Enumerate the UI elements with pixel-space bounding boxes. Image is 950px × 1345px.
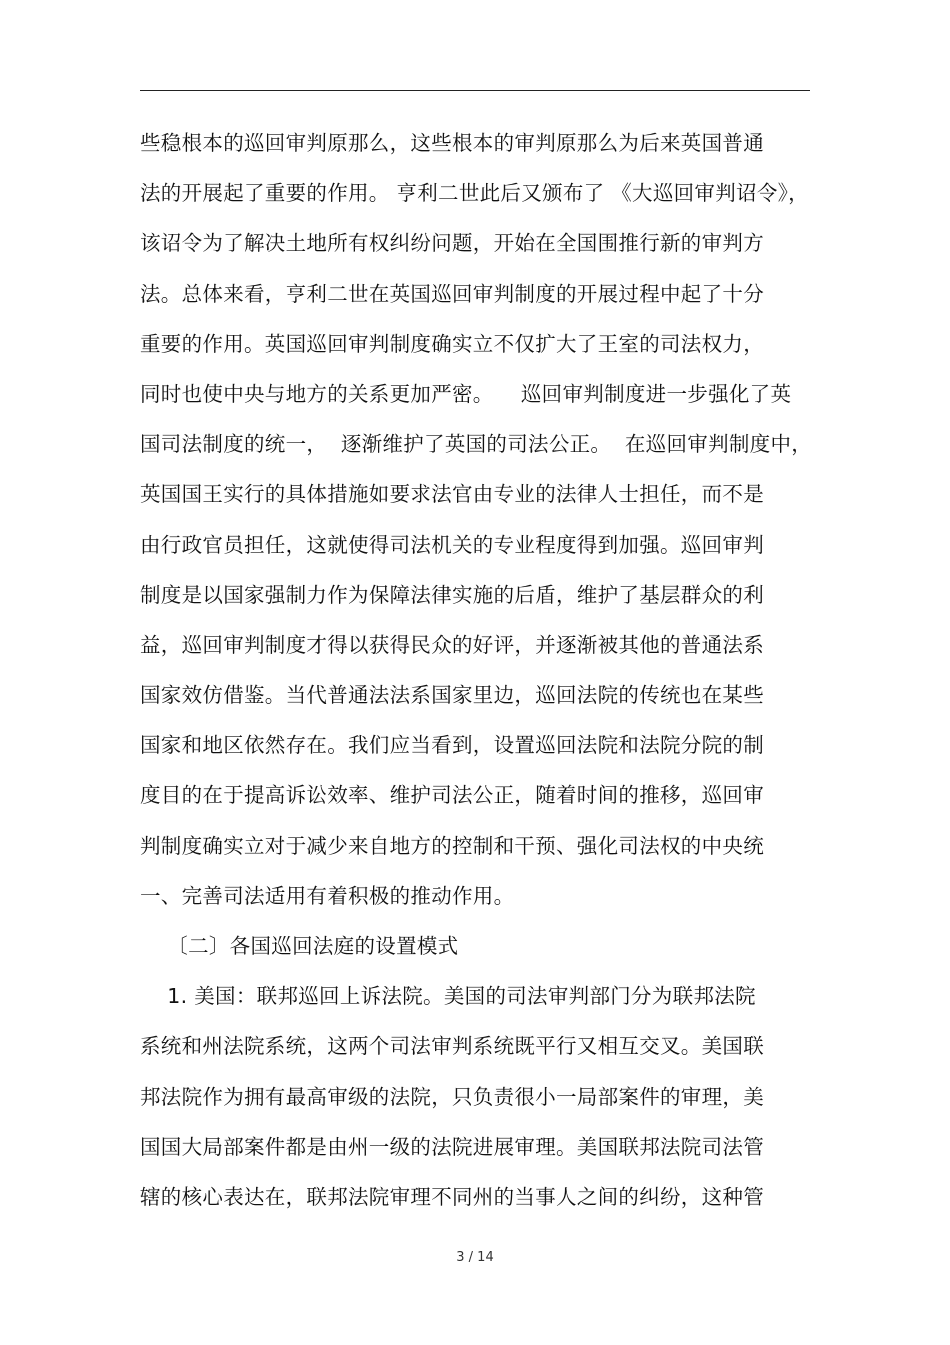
text-line: 国司法制度的统一， 逐渐维护了英国的司法公正。 在巡回审判制度中， xyxy=(140,432,813,457)
document-body xyxy=(140,120,815,1224)
text-line: 国国大局部案件都是由州一级的法院进展审理。美国联邦法院司法管 xyxy=(140,1134,764,1159)
header-rule xyxy=(140,90,810,91)
text-line: 一、完善司法适用有着积极的推动作用。 xyxy=(140,883,515,908)
text-line: 该诏令为了解决土地所有权纠纷问题，开始在全国围推行新的审判方 xyxy=(140,231,764,256)
text-line: 系统和州法院系统，这两个司法审判系统既平行又相互交叉。美国联 xyxy=(140,1034,764,1059)
section-heading: 〔二〕各国巡回法庭的设置模式 xyxy=(140,934,459,958)
text-line: 些稳根本的巡回审判原那么，这些根本的审判原那么为后来英国普通 xyxy=(140,131,764,155)
text-line: 重要的作用。英国巡回审判制度确实立不仅扩大了王室的司法权力， xyxy=(140,331,764,356)
text-line: 判制度确实立对于减少来自地方的控制和干预、强化司法权的中央统 xyxy=(140,833,764,858)
text-line: 由行政官员担任，这就使得司法机关的专业程度得到加强。巡回审判 xyxy=(140,532,764,557)
text-line: 国家效仿借鉴。当代普通法法系国家里边，巡回法院的传统也在某些 xyxy=(140,683,764,708)
text-line: 法。总体来看，亨利二世在英国巡回审判制度的开展过程中起了十分 xyxy=(140,281,764,306)
text-line: 法的开展起了重要的作用。 亨利二世此后又颁布了 《大巡回审判诏令》， xyxy=(140,181,809,206)
text-line: 国家和地区依然存在。我们应当看到，设置巡回法院和法院分院的制 xyxy=(140,733,764,758)
page-number: 3 / 14 xyxy=(456,1250,494,1265)
text-line: 1. 美国：联邦巡回上诉法院。美国的司法审判部门分为联邦法院 xyxy=(140,984,756,1009)
text-line: 英国国王实行的具体措施如要求法官由专业的法律人士担任，而不是 xyxy=(140,482,764,507)
text-line: 益，巡回审判制度才得以获得民众的好评，并逐渐被其他的普通法系 xyxy=(140,632,764,657)
text-line: 度目的在于提高诉讼效率、维护司法公正，随着时间的推移，巡回审 xyxy=(140,783,764,808)
text-line: 制度是以国家强制力作为保障法律实施的后盾，维护了基层群众的利 xyxy=(140,582,764,607)
text-line: 邦法院作为拥有最高审级的法院，只负责很小一局部案件的审理，美 xyxy=(140,1084,764,1109)
text-line: 辖的核心表达在，联邦法院审理不同州的当事人之间的纠纷，这种管 xyxy=(140,1184,764,1209)
text-line: 同时也使中央与地方的关系更加严密。 巡回审判制度进一步强化了英 xyxy=(140,381,792,406)
